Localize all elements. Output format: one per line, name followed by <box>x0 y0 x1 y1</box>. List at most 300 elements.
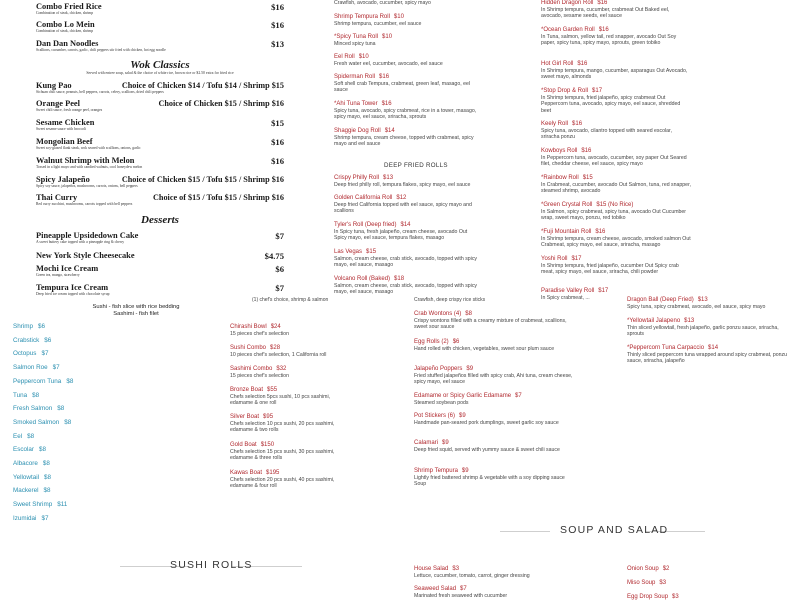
item-name: Hot Girl Roll <box>541 61 574 67</box>
item-name: Calamari <box>414 440 439 446</box>
item-price: $7 <box>41 350 49 358</box>
item-description: In Tuna, salmon, yellow tail, red snapper, avocado Out Soy paper, spicy tuna, spicy mayo, sprouts, green tobiko <box>541 34 677 47</box>
item-price: $14 <box>400 222 411 228</box>
item-price: $13 <box>271 39 284 49</box>
item-price: $16 <box>598 27 609 33</box>
specialty-roll-item <box>541 229 691 249</box>
item-description: Marinated fresh seaweed with cucumber <box>414 593 508 599</box>
item-price: Choice of Chicken $15 / Tofu $15 / Shrimp $16 <box>121 175 284 184</box>
item-title <box>541 288 691 295</box>
item-price: Choice of Chicken $14 / Tofu $14 / Shrimp $15 <box>121 81 284 90</box>
item-description: Fried stuffed jalapeños filled with spicy crab, Ahi tuna, cream cheese, spicy mayo, eel sauce <box>414 373 573 386</box>
item-name: Crab Wontons (4) <box>414 311 462 317</box>
item-price: $16 <box>597 0 608 6</box>
item-name: *Stop Drop & Roll <box>541 88 589 94</box>
roll-item <box>334 74 484 94</box>
item-description: Shrimp tempura, cream cheese, topped with crabmeat, spicy mayo and eel sauce <box>334 135 474 148</box>
item-price: $7 <box>460 586 467 592</box>
item-description: In Crabmeat, cucumber, avocado Out Salmon, tuna, red snapper, steamed shrimp, avocado <box>541 182 691 195</box>
item-name: Jalapeño Poppers <box>414 366 463 372</box>
item-price: $16 <box>581 148 592 154</box>
item-name: Dan Dan Noodles <box>36 39 99 48</box>
item-name: Shrimp <box>13 323 33 330</box>
item-price: $7 <box>515 393 522 399</box>
item-name: Yellowtail <box>13 473 40 481</box>
item-price: $16 <box>577 61 588 67</box>
item-name: Peppercorn Tuna <box>13 377 62 385</box>
item-price: $24 <box>270 324 281 330</box>
item-name: Sweet Shrimp <box>13 501 53 509</box>
item-name: Sesame Chicken <box>36 118 95 127</box>
sushi-list-item <box>13 364 60 371</box>
section-subtitle-wok: Served with entree soup, salad & the choice of white rice, brown rice or $2.50 extra for fried rice <box>86 71 234 75</box>
item-price: $17 <box>592 88 603 94</box>
item-title <box>541 229 691 236</box>
item-name: Las Vegas <box>334 249 363 255</box>
salad-item <box>414 566 574 579</box>
sushi-note: Sushi - fish slice with rice bedding <box>92 304 180 310</box>
appetizer-item <box>414 311 574 331</box>
item-price: $14 <box>708 345 719 351</box>
item-price: $7 <box>52 364 60 372</box>
partial-text: (1) chef's choice, shrimp & salmon <box>252 297 329 303</box>
item-name: Edamame or Spicy Garlic Edamame <box>414 393 512 399</box>
item-price: $6 <box>275 264 284 274</box>
item-price: $8 <box>465 311 472 317</box>
item-description: In Shrimp tempura, cucumber, crabmeat Out Baked eel, avocado, sesame seeds, eel sauce <box>541 7 670 20</box>
item-name: Hidden Dragon Roll <box>541 0 594 6</box>
item-name: Pot Stickers (6) <box>414 413 456 419</box>
item-name: Shrimp Tempura Roll <box>334 14 390 20</box>
appetizer-item <box>627 345 792 365</box>
item-name: Bronze Boat <box>230 387 264 393</box>
wok-item <box>36 118 284 131</box>
item-title <box>414 311 574 318</box>
item-price: $17 <box>571 256 582 262</box>
item-name: *Ocean Garden Roll <box>541 27 595 33</box>
item-name: *Rainbow Roll <box>541 175 579 181</box>
specialty-roll-item <box>541 88 691 114</box>
item-description: Crawfish, avocado, cucumber, spicy mayo <box>334 0 431 6</box>
sushi-list-item <box>13 337 51 344</box>
soup-item <box>627 594 777 600</box>
item-description: Combination of steak, chicken, shrimp <box>36 29 94 33</box>
item-name: Kawas Boat <box>230 470 263 476</box>
deep-fried-item <box>334 249 479 269</box>
specialty-roll-item <box>541 256 691 276</box>
item-price: $3 <box>659 580 667 586</box>
item-title <box>414 366 574 373</box>
item-title <box>414 413 574 420</box>
item-price: $15 <box>366 249 377 255</box>
item-name: Crispy Philly Roll <box>334 175 380 181</box>
item-price: $13 <box>697 297 708 303</box>
roll-item <box>334 54 484 67</box>
item-name: Eel <box>13 432 23 440</box>
item-title <box>627 297 792 304</box>
item-title <box>541 27 691 34</box>
item-description: Lightly fried battered shrimp & vegetable with a soy dipping sauce Soup <box>414 475 565 488</box>
item-price: Choice of $15 / Tofu $15 / Shrimp $16 <box>152 193 284 202</box>
sushi-list-item <box>13 392 39 399</box>
item-title <box>541 0 691 7</box>
item-title <box>627 318 792 325</box>
item-name: Sushi Combo <box>230 345 267 351</box>
item-description: Shrimp tempura, cucumber, eel sauce <box>334 21 422 27</box>
item-name: Silver Boat <box>230 414 260 420</box>
sushi-list-item <box>13 350 48 357</box>
sushi-list-item <box>13 460 50 467</box>
sushi-rolls-header: SUSHI ROLLS <box>170 559 253 571</box>
item-name: Volcano Roll (Baked) <box>334 276 391 282</box>
item-name: Thai Curry <box>36 193 78 202</box>
item-description: Deep fried philly roll, tempura flakes, spicy mayo, eel sauce <box>334 182 471 188</box>
item-description: Handmade pan-seared pork dumplings, sweet garlic soy sauce <box>414 420 559 426</box>
item-price: $195 <box>266 470 280 476</box>
sushi-list-item <box>13 515 48 522</box>
combo-boat-item <box>230 366 350 379</box>
item-name: Egg Rolls (2) <box>414 339 449 345</box>
divider <box>500 531 550 532</box>
item-price: $6 <box>44 336 52 344</box>
dessert-item <box>36 283 284 296</box>
item-title <box>230 470 350 477</box>
item-title <box>541 256 691 263</box>
item-title <box>334 54 484 61</box>
combo-item <box>36 39 284 52</box>
item-description: Spicy tuna, spicy crabmeat, avocado, eel sauce, spicy mayo <box>627 304 766 310</box>
item-price: $14 <box>384 128 395 134</box>
item-price: $8 <box>42 460 50 467</box>
item-description: Soft shell crab Tempura, crabmeat, green leaf, masago, eel sauce <box>334 81 471 94</box>
specialty-roll-item <box>541 121 691 141</box>
combo-boat-item <box>230 324 350 337</box>
item-price: $16 <box>381 101 392 107</box>
item-name: Albacore <box>13 460 38 467</box>
item-title <box>541 61 691 68</box>
item-title <box>334 14 484 21</box>
specialty-roll-item <box>541 175 691 195</box>
item-price: $6 <box>452 339 460 345</box>
appetizer-item <box>414 440 574 453</box>
item-title <box>334 222 479 229</box>
sushi-list-item <box>13 419 71 426</box>
item-name: Sashimi Combo <box>230 366 273 372</box>
item-name: *Spicy Tuna Roll <box>334 34 379 40</box>
item-description: Green tea, mango, strawberry <box>36 273 80 277</box>
deep-fried-item <box>334 175 479 188</box>
item-price: $3 <box>672 594 679 600</box>
item-name: Chirashi Bowl <box>230 324 267 330</box>
item-title <box>541 148 691 155</box>
item-description: Thinly sliced peppercorn tuna wrapped around spicy crabmeat, ponzu sauce, sriracha, jalapeño <box>627 352 788 365</box>
item-title <box>414 339 574 346</box>
item-name: Spiderman Roll <box>334 74 376 80</box>
item-name: Escolar <box>13 446 34 454</box>
item-price: $15 (No Rice) <box>596 202 634 208</box>
item-description: Salmon, cream cheese, crab stick, avocado, topped with spicy mayo, eel sauce, masago <box>334 283 478 296</box>
item-description: Combination of steak, chicken, shrimp <box>36 11 94 15</box>
appetizer-item <box>414 393 574 406</box>
item-description: 15 pieces chef's selection <box>230 373 289 379</box>
item-name: Golden California Roll <box>334 195 393 201</box>
item-price: $6 <box>37 323 45 330</box>
item-description: Crispy wontons filled with a creamy mixture of crabmeat, scallions, sweet sour sauce <box>414 318 567 331</box>
combo-item <box>36 2 284 15</box>
wok-item <box>36 99 284 112</box>
item-title <box>230 366 350 373</box>
item-description: Deep fried ice cream topped with chocolate syrup <box>36 292 110 296</box>
item-name: *Green Crystal Roll <box>541 202 593 208</box>
item-name: Egg Drop Soup <box>627 594 669 600</box>
item-description: Chefs selection 20 pcs sushi, 40 pcs sashimi, edamame & four roll <box>230 477 335 490</box>
item-description: Sweet soy-glazed flank steak, wok seared with scallions, onions, garlic <box>36 146 141 150</box>
item-description: Sweet sesame sauce with broccoli <box>36 127 87 131</box>
item-name: Izumidai <box>13 514 37 522</box>
specialty-roll-item <box>541 27 691 47</box>
roll-item <box>334 34 484 47</box>
item-title <box>230 442 350 449</box>
item-price: $28 <box>270 345 281 351</box>
item-description: Chefs selection 15 pcs sushi, 30 pcs sashimi, edamame & three rolls <box>230 449 335 462</box>
item-name: Fresh Salmon <box>13 405 53 413</box>
sushi-list-item <box>13 487 51 494</box>
item-price: $16 <box>572 121 583 127</box>
item-price: $13 <box>684 318 695 324</box>
item-description: Sichuan chili sauce, peanuts, bell peppers, carrots, celery, scallions, dried chili peppers <box>36 90 164 94</box>
item-name: Gold Boat <box>230 442 257 448</box>
item-title <box>334 195 479 202</box>
wok-item <box>36 137 284 150</box>
item-title <box>334 34 484 41</box>
item-name: Smoked Salmon <box>13 418 60 426</box>
item-description: In Shrimp tempura, mango, cucumber, asparagus Out Avocado, sweet mayo, almonds <box>541 68 688 81</box>
item-price: $8 <box>44 473 52 481</box>
item-description: Spicy soy sauce, jalapeños, mushrooms, carrots, onions, bell peppers <box>36 184 138 188</box>
item-title <box>230 414 350 421</box>
item-price: $17 <box>598 288 609 294</box>
item-description: Chefs selection 10 pcs sushi, 20 pcs sashimi, edamame & two rolls <box>230 421 335 434</box>
item-name: Kung Pao <box>36 81 72 90</box>
item-price: $11 <box>57 501 68 509</box>
item-description: Minced spicy tuna <box>334 41 376 47</box>
item-description: Spicy tuna, avocado, spicy crabmeat, rice in a tower, masago, spicy mayo, eel sauce, sriracha, sprouts <box>334 108 477 121</box>
item-price: $4.75 <box>264 251 284 261</box>
sushi-list-item <box>13 446 46 453</box>
item-price: $12 <box>396 195 407 201</box>
combo-boat-item <box>230 414 350 434</box>
soup-salad-header: SOUP AND SALAD <box>560 524 669 536</box>
sushi-list-item <box>13 378 73 385</box>
deep-fried-item <box>334 222 479 242</box>
item-title <box>334 276 479 283</box>
item-price: $10 <box>393 14 404 20</box>
item-title <box>414 566 574 573</box>
item-description: Deep fried squid, served with yummy sauce & sweet chili sauce <box>414 447 560 453</box>
wok-item <box>36 193 284 206</box>
item-title <box>414 393 574 400</box>
item-price: $8 <box>66 377 74 385</box>
item-name: Mongolian Beef <box>36 137 93 146</box>
item-name: Mackerel <box>13 487 39 495</box>
combo-boat-item <box>230 470 350 490</box>
item-description: Chefs selection 5pcs sushi, 10 pcs sashimi, edamame & one roll <box>230 394 331 407</box>
roll-item <box>334 14 484 27</box>
item-price: $8 <box>32 391 40 399</box>
item-name: Mochi Ice Cream <box>36 264 99 273</box>
sushi-list-item <box>13 433 34 440</box>
soup-item <box>627 566 777 573</box>
item-title <box>627 345 792 352</box>
item-description: In Shrimp tempura, fried jalapeño, spicy crabmeat Out Peppercorn tuna, avocado, spicy mayo, eel sauce, shredded beet <box>541 95 681 114</box>
item-title <box>230 345 350 352</box>
dessert-item <box>36 264 284 277</box>
item-title <box>541 88 691 95</box>
item-price: $10 <box>382 34 393 40</box>
item-description: 15 pieces chef's selection <box>230 331 289 337</box>
roll-item <box>334 101 484 121</box>
sushi-list-item <box>13 323 45 330</box>
item-price: $16 <box>271 20 284 30</box>
item-price: $8 <box>43 487 51 495</box>
item-description: Sweet chili sauce, fresh orange peel, oranges <box>36 108 103 112</box>
item-description: Deep fried California topped with eel sauce, spicy mayo and scallions <box>334 202 472 215</box>
item-description: Steamed soybean pods <box>414 400 469 406</box>
item-description: Lettuce, cucumber, tomato, carrot, ginger dressing <box>414 573 530 579</box>
item-price: $7 <box>41 514 49 522</box>
item-name: Yoshi Roll <box>541 256 568 262</box>
sushi-list-item <box>13 405 64 412</box>
item-description: Scallions, cucumber, carrots, garlic, chili peppers stir fried with chicken, hot egg noodle <box>36 48 166 52</box>
item-description: Tossed in a light mayo and with candied walnuts, cool honeydew melon <box>36 165 143 169</box>
item-name: Tempura Ice Cream <box>36 283 109 292</box>
item-name: Shaggie Dog Roll <box>334 128 381 134</box>
item-price: $16 <box>379 74 390 80</box>
item-price: $16 <box>595 229 606 235</box>
item-name: Pineapple Upsidedown Cake <box>36 231 139 240</box>
item-price: $18 <box>394 276 405 282</box>
item-price: $55 <box>267 387 278 393</box>
combo-boat-item <box>230 387 350 407</box>
item-description: Spicy tuna, avocado, cilantro topped with seared escolar, sriracha ponzu <box>541 128 672 141</box>
wok-item <box>36 175 284 188</box>
item-price: $10 <box>358 54 369 60</box>
item-title <box>541 121 691 128</box>
item-name: Keely Roll <box>541 121 569 127</box>
item-description: Fresh water eel, cucumber, avocado, eel sauce <box>334 61 443 67</box>
item-name: Eel Roll <box>334 54 355 60</box>
item-name: *Yellowtail Jalapeno <box>627 318 681 324</box>
item-price: $16 <box>271 137 284 147</box>
item-price: $16 <box>271 2 284 12</box>
item-price: $15 <box>582 175 593 181</box>
item-name: House Salad <box>414 566 449 572</box>
item-description: A sweet buttery cake topped with a pineapple ring & cherry <box>36 240 125 244</box>
item-title <box>541 175 691 182</box>
item-name: Tyler's Roll (Deep fried) <box>334 222 397 228</box>
item-name: Shrimp Tempura <box>414 468 458 474</box>
item-price: $95 <box>263 414 274 420</box>
item-price: $8 <box>39 446 47 454</box>
item-description: In Salmon, spicy crabmeat, spicy tuna, avocado Out Cucumber wrap, sweet mayo, ponzu, red tobiko <box>541 209 687 222</box>
roll-item <box>334 128 484 148</box>
item-price: $9 <box>442 440 449 446</box>
salad-item <box>414 586 574 599</box>
item-title <box>627 594 777 600</box>
item-name: Orange Peel <box>36 99 80 108</box>
combo-item <box>36 20 284 33</box>
item-price: $3 <box>452 566 460 572</box>
item-name: Combo Fried Rice <box>36 2 102 11</box>
item-name: Dragon Ball (Deep Fried) <box>627 297 694 303</box>
item-title <box>627 566 777 573</box>
section-title-wok: Wok Classics <box>130 59 190 71</box>
item-title <box>334 249 479 256</box>
combo-boat-item <box>230 345 350 358</box>
sashimi-note: Sashimi - fish filet <box>113 311 159 317</box>
item-price: $15 <box>271 118 284 128</box>
deep-fried-item <box>334 276 479 296</box>
item-name: Onion Soup <box>627 566 659 572</box>
item-title <box>627 580 777 587</box>
appetizer-item <box>627 318 792 338</box>
item-name: Salmon Roe <box>13 364 48 372</box>
item-name: New York Style Cheesecake <box>36 251 135 260</box>
appetizer-item <box>627 297 792 310</box>
item-name: Octopus <box>13 350 37 358</box>
item-title <box>230 324 350 331</box>
item-price: $7 <box>275 283 284 293</box>
sushi-list-item <box>13 474 51 481</box>
item-description: In Spicy tuna, fresh jalapeño, cream cheese, avocado Out Spicy mayo, eel sauce, tempura flakes, masago <box>334 229 468 242</box>
item-description: Hand rolled with chicken, vegetables, sweet sour plum sauce <box>414 346 555 352</box>
item-title <box>334 101 484 108</box>
specialty-roll-item <box>541 202 691 222</box>
item-title <box>414 468 574 475</box>
item-name: Tuna <box>13 391 28 399</box>
item-title <box>414 586 574 593</box>
specialty-roll-item <box>541 148 691 168</box>
item-price: $8 <box>57 405 65 413</box>
item-name: Spicy Jalapeño <box>36 175 90 184</box>
item-price: $9 <box>461 468 469 474</box>
deep-fried-header: DEEP FRIED ROLLS <box>384 162 448 169</box>
item-price: $9 <box>459 413 466 419</box>
item-name: Crabstick <box>13 336 40 344</box>
item-name: *Fuji Mountain Roll <box>541 229 592 235</box>
item-title <box>334 74 484 81</box>
section-title-desserts: Desserts <box>141 214 179 226</box>
appetizer-item <box>414 468 574 488</box>
item-title <box>414 440 574 447</box>
item-description: 10 pieces chef's selection, 1 California roll <box>230 352 327 358</box>
sushi-list-item <box>13 501 67 508</box>
item-description: Thin sliced yellowtail, fresh jalapeño, garlic ponzu sauce, sriracha, sprouts <box>627 325 779 338</box>
item-title <box>230 387 350 394</box>
item-name: Paradise Valley Roll <box>541 288 595 294</box>
item-description: In Peppercorn tuna, avocado, cucumber, soy paper Out Seared filet, cheddar cheese, eel sauce, spicy mayo <box>541 155 687 168</box>
item-name: *Peppercorn Tuna Carpaccio <box>627 345 705 351</box>
item-title <box>541 202 691 209</box>
item-name: *Ahi Tuna Tower <box>334 101 378 107</box>
item-price: $8 <box>64 418 72 426</box>
wok-item <box>36 81 284 94</box>
appetizer-item <box>414 339 574 352</box>
item-name: Combo Lo Mein <box>36 20 95 29</box>
item-price: $7 <box>275 231 284 241</box>
roll-item <box>334 0 484 6</box>
specialty-roll-item <box>541 61 691 81</box>
